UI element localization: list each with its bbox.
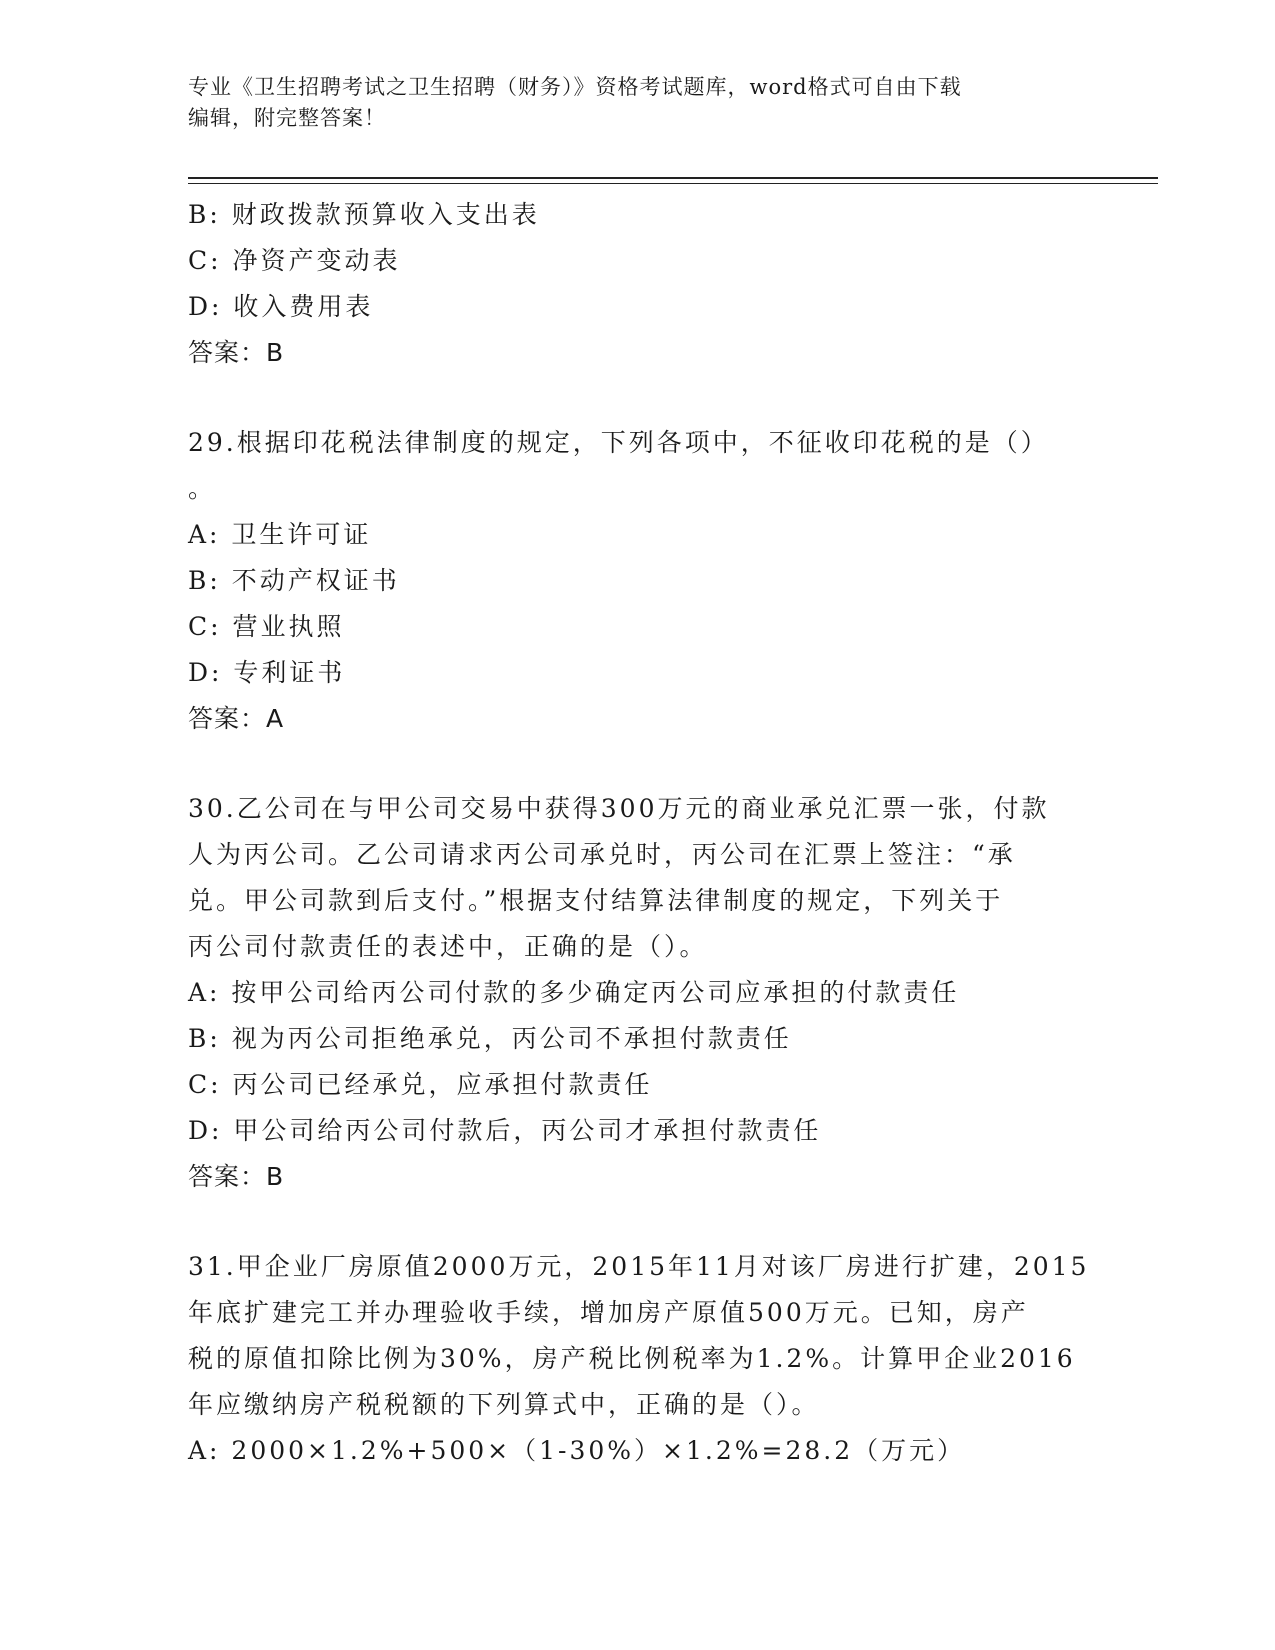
question-stem: 年应缴纳房产税税额的下列算式中，正确的是（）。 — [188, 1390, 820, 1419]
question-28 — [188, 192, 1088, 376]
option-a: A: 2000×1.2%+500×（1-30%）×1.2%=28.2（万元） — [188, 1436, 966, 1465]
header-divider-thick — [188, 177, 1158, 179]
option-c: C: 营业执照 — [188, 612, 345, 641]
option-b: B: 财政拨款预算收入支出表 — [188, 200, 540, 229]
page-header — [188, 72, 1088, 134]
answer: 答案：B — [188, 338, 285, 367]
question-content — [188, 192, 1088, 1474]
question-stem: 丙公司付款责任的表述中，正确的是（）。 — [188, 932, 708, 961]
option-c: C: 净资产变动表 — [188, 246, 401, 275]
option-d: D: 收入费用表 — [188, 292, 374, 321]
option-b: B: 不动产权证书 — [188, 566, 400, 595]
option-a: A: 卫生许可证 — [188, 520, 372, 549]
header-line-1: 专业《卫生招聘考试之卫生招聘（财务）》资格考试题库，word格式可自由下载 — [188, 75, 962, 99]
option-c: C: 丙公司已经承兑，应承担付款责任 — [188, 1070, 653, 1099]
header-divider-thin — [188, 183, 1158, 184]
question-29 — [188, 420, 1088, 742]
answer: 答案：A — [188, 704, 285, 733]
question-stem: 。 — [188, 474, 217, 503]
question-stem: 兑。甲公司款到后支付。”根据支付结算法律制度的规定，下列关于 — [188, 886, 1004, 915]
answer: 答案：B — [188, 1162, 285, 1191]
option-b: B: 视为丙公司拒绝承兑，丙公司不承担付款责任 — [188, 1024, 792, 1053]
question-stem: 年底扩建完工并办理验收手续，增加房产原值500万元。已知，房产 — [188, 1298, 1029, 1327]
spacer — [188, 742, 1088, 786]
question-stem: 人为丙公司。乙公司请求丙公司承兑时，丙公司在汇票上签注：“承 — [188, 840, 1016, 869]
question-31 — [188, 1244, 1088, 1474]
question-stem: 29.根据印花税法律制度的规定，下列各项中，不征收印花税的是（） — [188, 428, 1049, 457]
question-stem: 税的原值扣除比例为30%，房产税比例税率为1.2%。计算甲企业2016 — [188, 1344, 1076, 1373]
option-a: A: 按甲公司给丙公司付款的多少确定丙公司应承担的付款责任 — [188, 978, 960, 1007]
header-line-2: 编辑，附完整答案！ — [188, 106, 386, 130]
question-stem: 31.甲企业厂房原值2000万元，2015年11月对该厂房进行扩建，2015 — [188, 1252, 1090, 1281]
option-d: D: 专利证书 — [188, 658, 346, 687]
spacer — [188, 1200, 1088, 1244]
option-d: D: 甲公司给丙公司付款后，丙公司才承担付款责任 — [188, 1116, 822, 1145]
spacer — [188, 376, 1088, 420]
question-30 — [188, 786, 1088, 1200]
question-stem: 30.乙公司在与甲公司交易中获得300万元的商业承兑汇票一张，付款 — [188, 794, 1050, 823]
